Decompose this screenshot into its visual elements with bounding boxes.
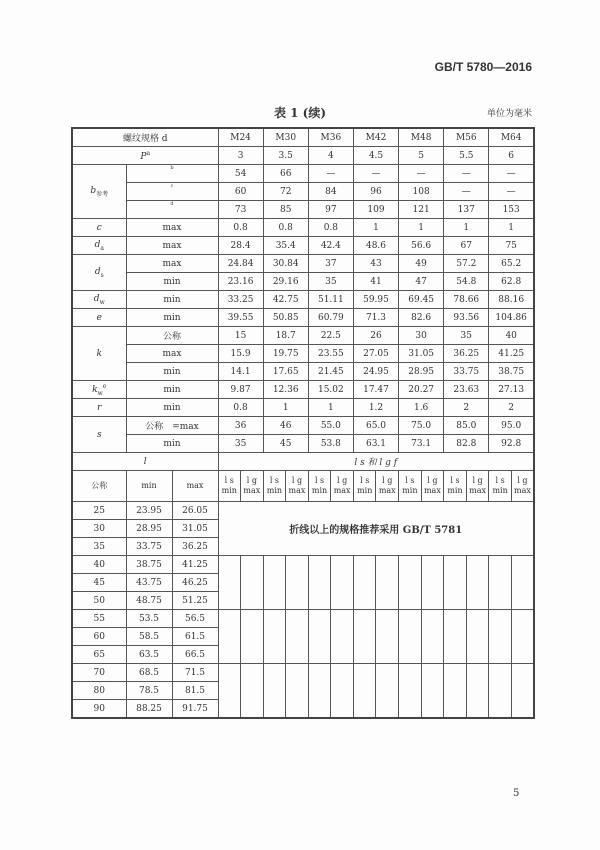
length-value: 51.25 bbox=[172, 592, 218, 610]
sub-label: max bbox=[126, 255, 218, 273]
dimensions-table bbox=[71, 127, 535, 719]
value-cell: 40 bbox=[489, 327, 534, 345]
unit-label: 单位为毫米 bbox=[486, 109, 532, 119]
value-cell: 24.84 bbox=[218, 255, 263, 273]
empty-cell bbox=[511, 556, 534, 610]
length-value: 35 bbox=[72, 538, 126, 556]
value-cell: — bbox=[489, 183, 534, 201]
size-header: M64 bbox=[489, 128, 534, 147]
empty-cell bbox=[331, 664, 354, 719]
length-value: 81.5 bbox=[172, 682, 218, 700]
symbol: c bbox=[96, 222, 102, 233]
value-cell: 96 bbox=[353, 183, 398, 201]
table-row bbox=[72, 363, 534, 381]
value-cell: 59.95 bbox=[353, 291, 398, 309]
value-cell: 2 bbox=[444, 399, 489, 417]
parameter-label bbox=[72, 417, 126, 453]
value-cell: 36 bbox=[218, 417, 263, 435]
table-row bbox=[72, 147, 534, 165]
size-header: M24 bbox=[218, 128, 263, 147]
empty-cell bbox=[353, 610, 376, 664]
size-header: M36 bbox=[308, 128, 353, 147]
sub-label: 公称 =max bbox=[126, 417, 218, 435]
symbol: k bbox=[92, 384, 98, 395]
value-cell: 65.0 bbox=[353, 417, 398, 435]
table-row bbox=[72, 291, 534, 309]
length-value: 88.25 bbox=[126, 700, 172, 719]
value-cell: 1 bbox=[489, 219, 534, 237]
table-row bbox=[72, 183, 534, 201]
empty-cell bbox=[308, 610, 331, 664]
table-title: 表 1 (续) bbox=[273, 106, 327, 120]
length-value: 38.75 bbox=[126, 556, 172, 574]
value-cell: 85 bbox=[263, 201, 308, 219]
page-number: 5 bbox=[513, 788, 520, 799]
length-value: 30 bbox=[72, 520, 126, 538]
value-cell: — bbox=[399, 165, 444, 183]
value-cell: 35 bbox=[218, 435, 263, 453]
symbol-subscript: w bbox=[97, 389, 103, 397]
value-cell: 28.95 bbox=[399, 363, 444, 381]
sub-label: d bbox=[126, 201, 218, 219]
empty-cell bbox=[218, 556, 241, 610]
empty-cell bbox=[489, 664, 512, 719]
length-value: 78.5 bbox=[126, 682, 172, 700]
length-range-label: l s 和 l g f bbox=[218, 453, 534, 471]
empty-cell bbox=[399, 664, 422, 719]
ls-min-header: l s min bbox=[353, 471, 376, 502]
lg-max-header: l g max bbox=[466, 471, 489, 502]
symbol: b bbox=[90, 185, 97, 196]
sub-label: min bbox=[126, 363, 218, 381]
value-cell: 1 bbox=[444, 219, 489, 237]
empty-cell bbox=[241, 664, 264, 719]
value-cell: 5.5 bbox=[444, 147, 489, 165]
value-cell: 20.27 bbox=[399, 381, 444, 399]
value-cell: 42.75 bbox=[263, 291, 308, 309]
value-cell: 39.55 bbox=[218, 309, 263, 327]
value-cell: 54.8 bbox=[444, 273, 489, 291]
length-value: 90 bbox=[72, 700, 126, 719]
length-value: 33.75 bbox=[126, 538, 172, 556]
symbol-subscript: s bbox=[100, 271, 104, 279]
value-cell: 73 bbox=[218, 201, 263, 219]
value-cell: 137 bbox=[444, 201, 489, 219]
sub-label: min bbox=[126, 309, 218, 327]
length-value: 66.5 bbox=[172, 646, 218, 664]
table-row bbox=[72, 345, 534, 363]
value-cell: 84 bbox=[308, 183, 353, 201]
value-cell: 35 bbox=[444, 327, 489, 345]
value-cell: 55.0 bbox=[308, 417, 353, 435]
value-cell: 5 bbox=[399, 147, 444, 165]
value-cell: 47 bbox=[399, 273, 444, 291]
value-cell: 30.84 bbox=[263, 255, 308, 273]
sub-label: max bbox=[126, 237, 218, 255]
value-cell: 1 bbox=[399, 219, 444, 237]
value-cell: 92.8 bbox=[489, 435, 534, 453]
size-header: M42 bbox=[353, 128, 398, 147]
table-row bbox=[72, 327, 534, 345]
value-cell: 24.95 bbox=[353, 363, 398, 381]
size-header: M30 bbox=[263, 128, 308, 147]
table-row bbox=[72, 219, 534, 237]
length-value: 48.75 bbox=[126, 592, 172, 610]
value-cell: 54 bbox=[218, 165, 263, 183]
parameter-label bbox=[72, 237, 126, 255]
symbol-subscript: 参考 bbox=[96, 190, 109, 198]
length-value: 58.5 bbox=[126, 628, 172, 646]
value-cell: 85.0 bbox=[444, 417, 489, 435]
value-cell: 0.8 bbox=[308, 219, 353, 237]
length-value: 40 bbox=[72, 556, 126, 574]
value-cell: 56.6 bbox=[399, 237, 444, 255]
length-value: 28.95 bbox=[126, 520, 172, 538]
length-value: 91.75 bbox=[172, 700, 218, 719]
empty-cell bbox=[241, 610, 264, 664]
empty-cell bbox=[399, 610, 422, 664]
value-cell: 23.63 bbox=[444, 381, 489, 399]
length-value: 41.25 bbox=[172, 556, 218, 574]
empty-cell bbox=[444, 610, 467, 664]
value-cell: 17.65 bbox=[263, 363, 308, 381]
table-row bbox=[72, 381, 534, 399]
value-cell: — bbox=[308, 165, 353, 183]
value-cell: 12.36 bbox=[263, 381, 308, 399]
length-value: 60 bbox=[72, 628, 126, 646]
value-cell: 1.2 bbox=[353, 399, 398, 417]
empty-cell bbox=[263, 664, 286, 719]
value-cell: 3 bbox=[218, 147, 263, 165]
empty-cell bbox=[466, 664, 489, 719]
footnote-mark: a bbox=[146, 149, 151, 157]
value-cell: 75 bbox=[489, 237, 534, 255]
table-row bbox=[72, 255, 534, 273]
empty-cell bbox=[489, 556, 512, 610]
sub-label: max bbox=[126, 219, 218, 237]
empty-cell bbox=[466, 610, 489, 664]
empty-cell bbox=[353, 664, 376, 719]
empty-cell bbox=[511, 610, 534, 664]
thread-size-label: 螺纹规格 d bbox=[72, 128, 218, 147]
length-value: 23.95 bbox=[126, 502, 172, 520]
empty-cell bbox=[444, 556, 467, 610]
length-value: 45 bbox=[72, 574, 126, 592]
symbol: d bbox=[94, 266, 101, 277]
value-cell: 23.16 bbox=[218, 273, 263, 291]
footnote-mark: e bbox=[102, 382, 107, 390]
value-cell: 45 bbox=[263, 435, 308, 453]
value-cell: 9.87 bbox=[218, 381, 263, 399]
empty-cell bbox=[218, 664, 241, 719]
empty-cell bbox=[376, 556, 399, 610]
empty-cell bbox=[241, 556, 264, 610]
standard-number: GB/T 5780—2016 bbox=[434, 60, 532, 74]
value-cell: 53.8 bbox=[308, 435, 353, 453]
table-row bbox=[72, 399, 534, 417]
value-cell: 41 bbox=[353, 273, 398, 291]
parameter-label bbox=[72, 255, 126, 291]
ls-min-header: l s min bbox=[218, 471, 241, 502]
empty-cell bbox=[421, 556, 444, 610]
sub-label: min bbox=[126, 273, 218, 291]
empty-cell bbox=[376, 610, 399, 664]
empty-cell bbox=[308, 556, 331, 610]
table-row bbox=[72, 165, 534, 183]
value-cell: 93.56 bbox=[444, 309, 489, 327]
ls-min-header: l s min bbox=[399, 471, 422, 502]
value-cell: 19.75 bbox=[263, 345, 308, 363]
value-cell: 1 bbox=[308, 399, 353, 417]
length-col-header: max bbox=[172, 471, 218, 502]
symbol: P bbox=[140, 151, 147, 162]
value-cell: 33.25 bbox=[218, 291, 263, 309]
empty-cell bbox=[263, 556, 286, 610]
lg-max-header: l g max bbox=[241, 471, 264, 502]
empty-cell bbox=[286, 664, 309, 719]
value-cell: 46 bbox=[263, 417, 308, 435]
symbol: d bbox=[94, 239, 101, 250]
symbol-subscript: w bbox=[99, 298, 105, 306]
value-cell: 6 bbox=[489, 147, 534, 165]
value-cell: 72 bbox=[263, 183, 308, 201]
empty-cell bbox=[218, 610, 241, 664]
length-value: 63.5 bbox=[126, 646, 172, 664]
value-cell: 88.16 bbox=[489, 291, 534, 309]
value-cell: 15 bbox=[218, 327, 263, 345]
value-cell: 1 bbox=[353, 219, 398, 237]
value-cell: 2 bbox=[489, 399, 534, 417]
value-cell: — bbox=[444, 165, 489, 183]
value-cell: 35.4 bbox=[263, 237, 308, 255]
symbol: k bbox=[96, 348, 102, 359]
table-row bbox=[72, 453, 534, 471]
symbol-subscript: a bbox=[100, 244, 104, 252]
value-cell: 15.9 bbox=[218, 345, 263, 363]
value-cell: 60 bbox=[218, 183, 263, 201]
length-label: l bbox=[72, 453, 218, 471]
value-cell: 82.8 bbox=[444, 435, 489, 453]
value-cell: 75.0 bbox=[399, 417, 444, 435]
value-cell: 3.5 bbox=[263, 147, 308, 165]
value-cell: 14.1 bbox=[218, 363, 263, 381]
table-row bbox=[72, 201, 534, 219]
empty-cell bbox=[376, 664, 399, 719]
value-cell: 48.6 bbox=[353, 237, 398, 255]
length-value: 70 bbox=[72, 664, 126, 682]
lg-max-header: l g max bbox=[376, 471, 399, 502]
length-value: 61.5 bbox=[172, 628, 218, 646]
parameter-label bbox=[72, 327, 126, 381]
empty-cell bbox=[353, 556, 376, 610]
parameter-label bbox=[72, 399, 126, 417]
sub-label: min bbox=[126, 291, 218, 309]
ls-min-header: l s min bbox=[308, 471, 331, 502]
value-cell: 29.16 bbox=[263, 273, 308, 291]
value-cell: 97 bbox=[308, 201, 353, 219]
value-cell: 1.6 bbox=[399, 399, 444, 417]
length-value: 56.5 bbox=[172, 610, 218, 628]
value-cell: 0.8 bbox=[218, 399, 263, 417]
value-cell: 108 bbox=[399, 183, 444, 201]
value-cell: 4.5 bbox=[353, 147, 398, 165]
value-cell: 0.8 bbox=[263, 219, 308, 237]
empty-cell bbox=[399, 556, 422, 610]
value-cell: 104.86 bbox=[489, 309, 534, 327]
value-cell: 67 bbox=[444, 237, 489, 255]
value-cell: 51.11 bbox=[308, 291, 353, 309]
value-cell: 22.5 bbox=[308, 327, 353, 345]
table-row bbox=[72, 556, 534, 574]
table-row bbox=[72, 273, 534, 291]
value-cell: 57.2 bbox=[444, 255, 489, 273]
value-cell: 50.85 bbox=[263, 309, 308, 327]
lg-max-header: l g max bbox=[331, 471, 354, 502]
value-cell: 37 bbox=[308, 255, 353, 273]
value-cell: 15.02 bbox=[308, 381, 353, 399]
length-value: 36.25 bbox=[172, 538, 218, 556]
value-cell: 38.75 bbox=[489, 363, 534, 381]
value-cell: 35 bbox=[308, 273, 353, 291]
sub-label: min bbox=[126, 435, 218, 453]
value-cell: 17.47 bbox=[353, 381, 398, 399]
value-cell: — bbox=[489, 165, 534, 183]
value-cell: 4 bbox=[308, 147, 353, 165]
length-col-header: 公称 bbox=[72, 471, 126, 502]
sub-label: min bbox=[126, 399, 218, 417]
lg-max-header: l g max bbox=[511, 471, 534, 502]
length-value: 68.5 bbox=[126, 664, 172, 682]
value-cell: 62.8 bbox=[489, 273, 534, 291]
table-row bbox=[72, 237, 534, 255]
parameter-label bbox=[72, 147, 218, 165]
length-value: 55 bbox=[72, 610, 126, 628]
length-value: 26.05 bbox=[172, 502, 218, 520]
ls-min-header: l s min bbox=[263, 471, 286, 502]
length-value: 80 bbox=[72, 682, 126, 700]
value-cell: 43 bbox=[353, 255, 398, 273]
value-cell: 41.25 bbox=[489, 345, 534, 363]
empty-cell bbox=[421, 610, 444, 664]
value-cell: 65.2 bbox=[489, 255, 534, 273]
value-cell: 1 bbox=[263, 399, 308, 417]
length-col-header: min bbox=[126, 471, 172, 502]
value-cell: 21.45 bbox=[308, 363, 353, 381]
parameter-label bbox=[72, 165, 126, 219]
table-row bbox=[72, 502, 534, 520]
length-value: 25 bbox=[72, 502, 126, 520]
size-header: M48 bbox=[399, 128, 444, 147]
value-cell: 60.79 bbox=[308, 309, 353, 327]
value-cell: 109 bbox=[353, 201, 398, 219]
size-header: M56 bbox=[444, 128, 489, 147]
value-cell: 121 bbox=[399, 201, 444, 219]
ls-min-header: l s min bbox=[489, 471, 512, 502]
length-value: 71.5 bbox=[172, 664, 218, 682]
value-cell: 69.45 bbox=[399, 291, 444, 309]
value-cell: 82.6 bbox=[399, 309, 444, 327]
value-cell: 27.05 bbox=[353, 345, 398, 363]
lg-max-header: l g max bbox=[421, 471, 444, 502]
table-row bbox=[72, 417, 534, 435]
empty-cell bbox=[286, 610, 309, 664]
value-cell: 28.4 bbox=[218, 237, 263, 255]
value-cell: 42.4 bbox=[308, 237, 353, 255]
ls-min-header: l s min bbox=[444, 471, 467, 502]
empty-cell bbox=[511, 664, 534, 719]
table-row bbox=[72, 128, 534, 147]
empty-cell bbox=[489, 610, 512, 664]
table-row bbox=[72, 664, 534, 682]
table-row bbox=[72, 435, 534, 453]
parameter-label bbox=[72, 219, 126, 237]
value-cell: 18.7 bbox=[263, 327, 308, 345]
length-value: 43.75 bbox=[126, 574, 172, 592]
value-cell: 63.1 bbox=[353, 435, 398, 453]
empty-cell bbox=[286, 556, 309, 610]
value-cell: 49 bbox=[399, 255, 444, 273]
length-value: 53.5 bbox=[126, 610, 172, 628]
value-cell: 23.55 bbox=[308, 345, 353, 363]
sub-label: 公称 bbox=[126, 327, 218, 345]
empty-cell bbox=[466, 556, 489, 610]
value-cell: 27.13 bbox=[489, 381, 534, 399]
value-cell: 71.3 bbox=[353, 309, 398, 327]
sub-label: min bbox=[126, 381, 218, 399]
value-cell: 0.8 bbox=[218, 219, 263, 237]
value-cell: 26 bbox=[353, 327, 398, 345]
length-value: 31.05 bbox=[172, 520, 218, 538]
parameter-label bbox=[72, 291, 126, 309]
value-cell: 95.0 bbox=[489, 417, 534, 435]
recommendation-note: 折线以上的规格推荐采用 GB/T 5781 bbox=[218, 502, 534, 556]
value-cell: 66 bbox=[263, 165, 308, 183]
value-cell: 36.25 bbox=[444, 345, 489, 363]
parameter-label bbox=[72, 381, 126, 399]
sub-label: max bbox=[126, 345, 218, 363]
empty-cell bbox=[331, 610, 354, 664]
table-row bbox=[72, 610, 534, 628]
table-row bbox=[72, 471, 534, 502]
sub-label: b bbox=[126, 165, 218, 183]
parameter-label bbox=[72, 309, 126, 327]
value-cell: 33.75 bbox=[444, 363, 489, 381]
sub-label: c bbox=[126, 183, 218, 201]
value-cell: 73.1 bbox=[399, 435, 444, 453]
empty-cell bbox=[421, 664, 444, 719]
empty-cell bbox=[444, 664, 467, 719]
empty-cell bbox=[263, 610, 286, 664]
length-value: 46.25 bbox=[172, 574, 218, 592]
symbol: d bbox=[93, 293, 100, 304]
value-cell: 78.66 bbox=[444, 291, 489, 309]
empty-cell bbox=[308, 664, 331, 719]
length-value: 65 bbox=[72, 646, 126, 664]
symbol: e bbox=[96, 312, 102, 323]
value-cell: 153 bbox=[489, 201, 534, 219]
symbol: s bbox=[96, 429, 102, 440]
length-value: 50 bbox=[72, 592, 126, 610]
table-row bbox=[72, 309, 534, 327]
value-cell: — bbox=[444, 183, 489, 201]
value-cell: 31.05 bbox=[399, 345, 444, 363]
value-cell: — bbox=[353, 165, 398, 183]
lg-max-header: l g max bbox=[286, 471, 309, 502]
value-cell: 30 bbox=[399, 327, 444, 345]
empty-cell bbox=[331, 556, 354, 610]
symbol: r bbox=[97, 402, 102, 413]
